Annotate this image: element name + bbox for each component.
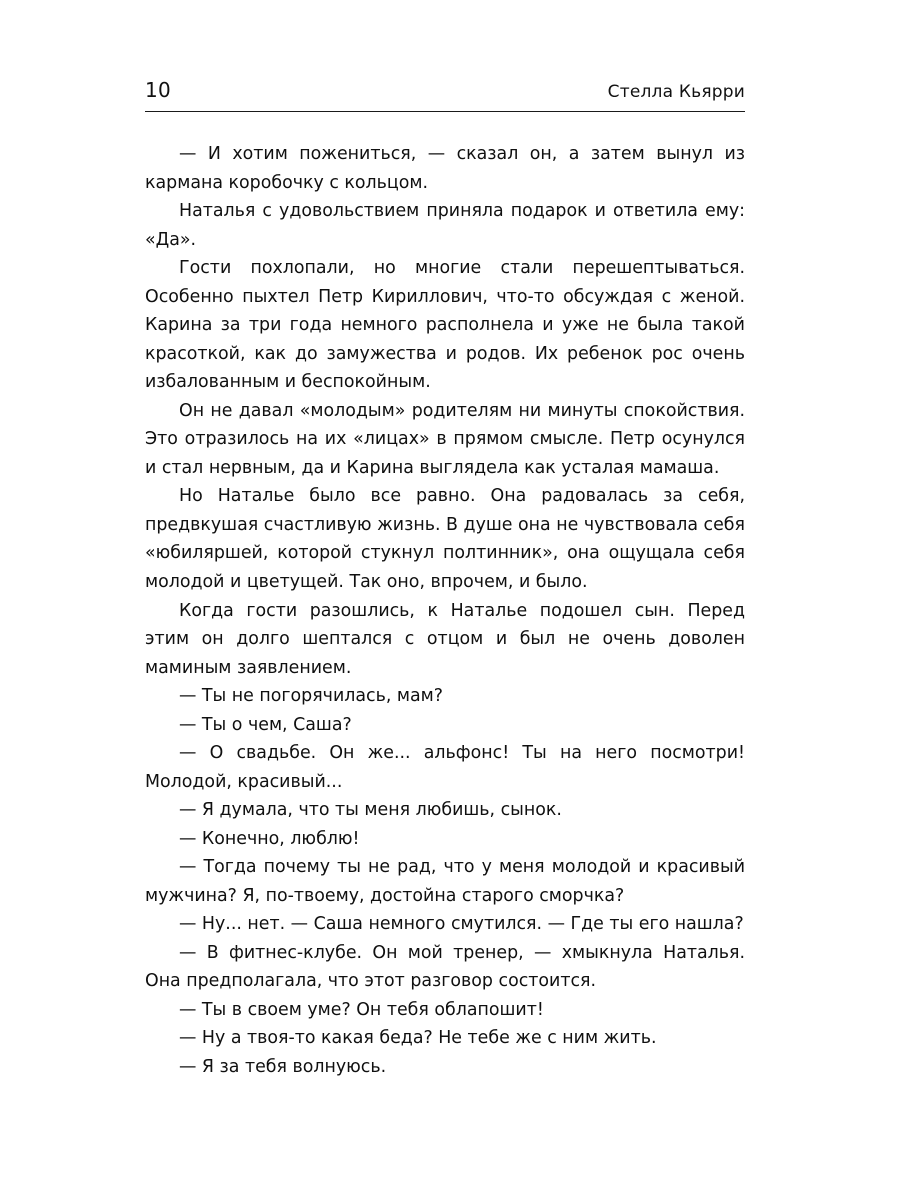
paragraph: — Ты о чем, Саша?: [179, 714, 352, 735]
running-head: [145, 78, 745, 112]
paragraph: — О свадьбе. Он же... альфонс! Ты на него посмотри! Молодой, красивый...: [145, 743, 745, 792]
body-text: [145, 140, 745, 1082]
paragraph: — Я думала, что ты меня любишь, сынок.: [179, 800, 562, 821]
paragraph: — Ты в своем уме? Он тебя облапошит!: [179, 999, 544, 1020]
paragraph: — Конечно, люблю!: [179, 828, 360, 849]
author-name: Стелла Кьярри: [607, 82, 745, 102]
paragraph: Гости похлопали, но многие стали перешептываться. Особенно пыхтел Петр Кириллович, что-то обсуждая с женой. Карина за три года немного располнела и уже не была такой красоткой, как до замужества и родов. Их ребенок рос очень избалованным и беспокойным.: [145, 258, 745, 393]
paragraph: Он не давал «молодым» родителям ни минуты спокойствия. Это отразилось на их «лицах» в прямом смысле. Петр осунулся и стал нервным, да и Карина выглядела как усталая мамаша.: [145, 400, 745, 478]
paragraph: Когда гости разошлись, к Наталье подошел сын. Перед этим он долго шептался с отцом и был не очень доволен маминым заявлением.: [145, 600, 745, 678]
paragraph: — В фитнес-клубе. Он мой тренер, — хмыкнула Наталья. Она предполагала, что этот разговор состоится.: [145, 942, 745, 992]
page-number: 10: [145, 78, 172, 102]
paragraph: — Я за тебя волнуюсь.: [179, 1057, 387, 1077]
paragraph: — Ну а твоя-то какая беда? Не тебе же с ним жить.: [179, 1028, 657, 1049]
paragraph: — Ты не погорячилась, мам?: [179, 686, 444, 707]
paragraph: — И хотим пожениться, — сказал он, а затем вынул из кармана коробочку с кольцом.: [145, 144, 745, 193]
paragraph: — Тогда почему ты не рад, что у меня молодой и красивый мужчина? Я, по-твоему, достойна старого сморчка?: [145, 857, 745, 906]
paragraph: — Ну... нет. — Саша немного смутился. — Где ты его нашла?: [179, 914, 744, 935]
paragraph: Наталья с удовольствием приняла подарок и ответила ему: «Да».: [145, 201, 745, 250]
page-content-area: [145, 78, 745, 1082]
paragraph: Но Наталье было все равно. Она радовалась за себя, предвкушая счастливую жизнь. В душе она не чувствовала себя «юбиляршей, которой стукнул полтинник», она ощущала себя молодой и цветущей. Так оно, впрочем, и было.: [145, 486, 745, 592]
